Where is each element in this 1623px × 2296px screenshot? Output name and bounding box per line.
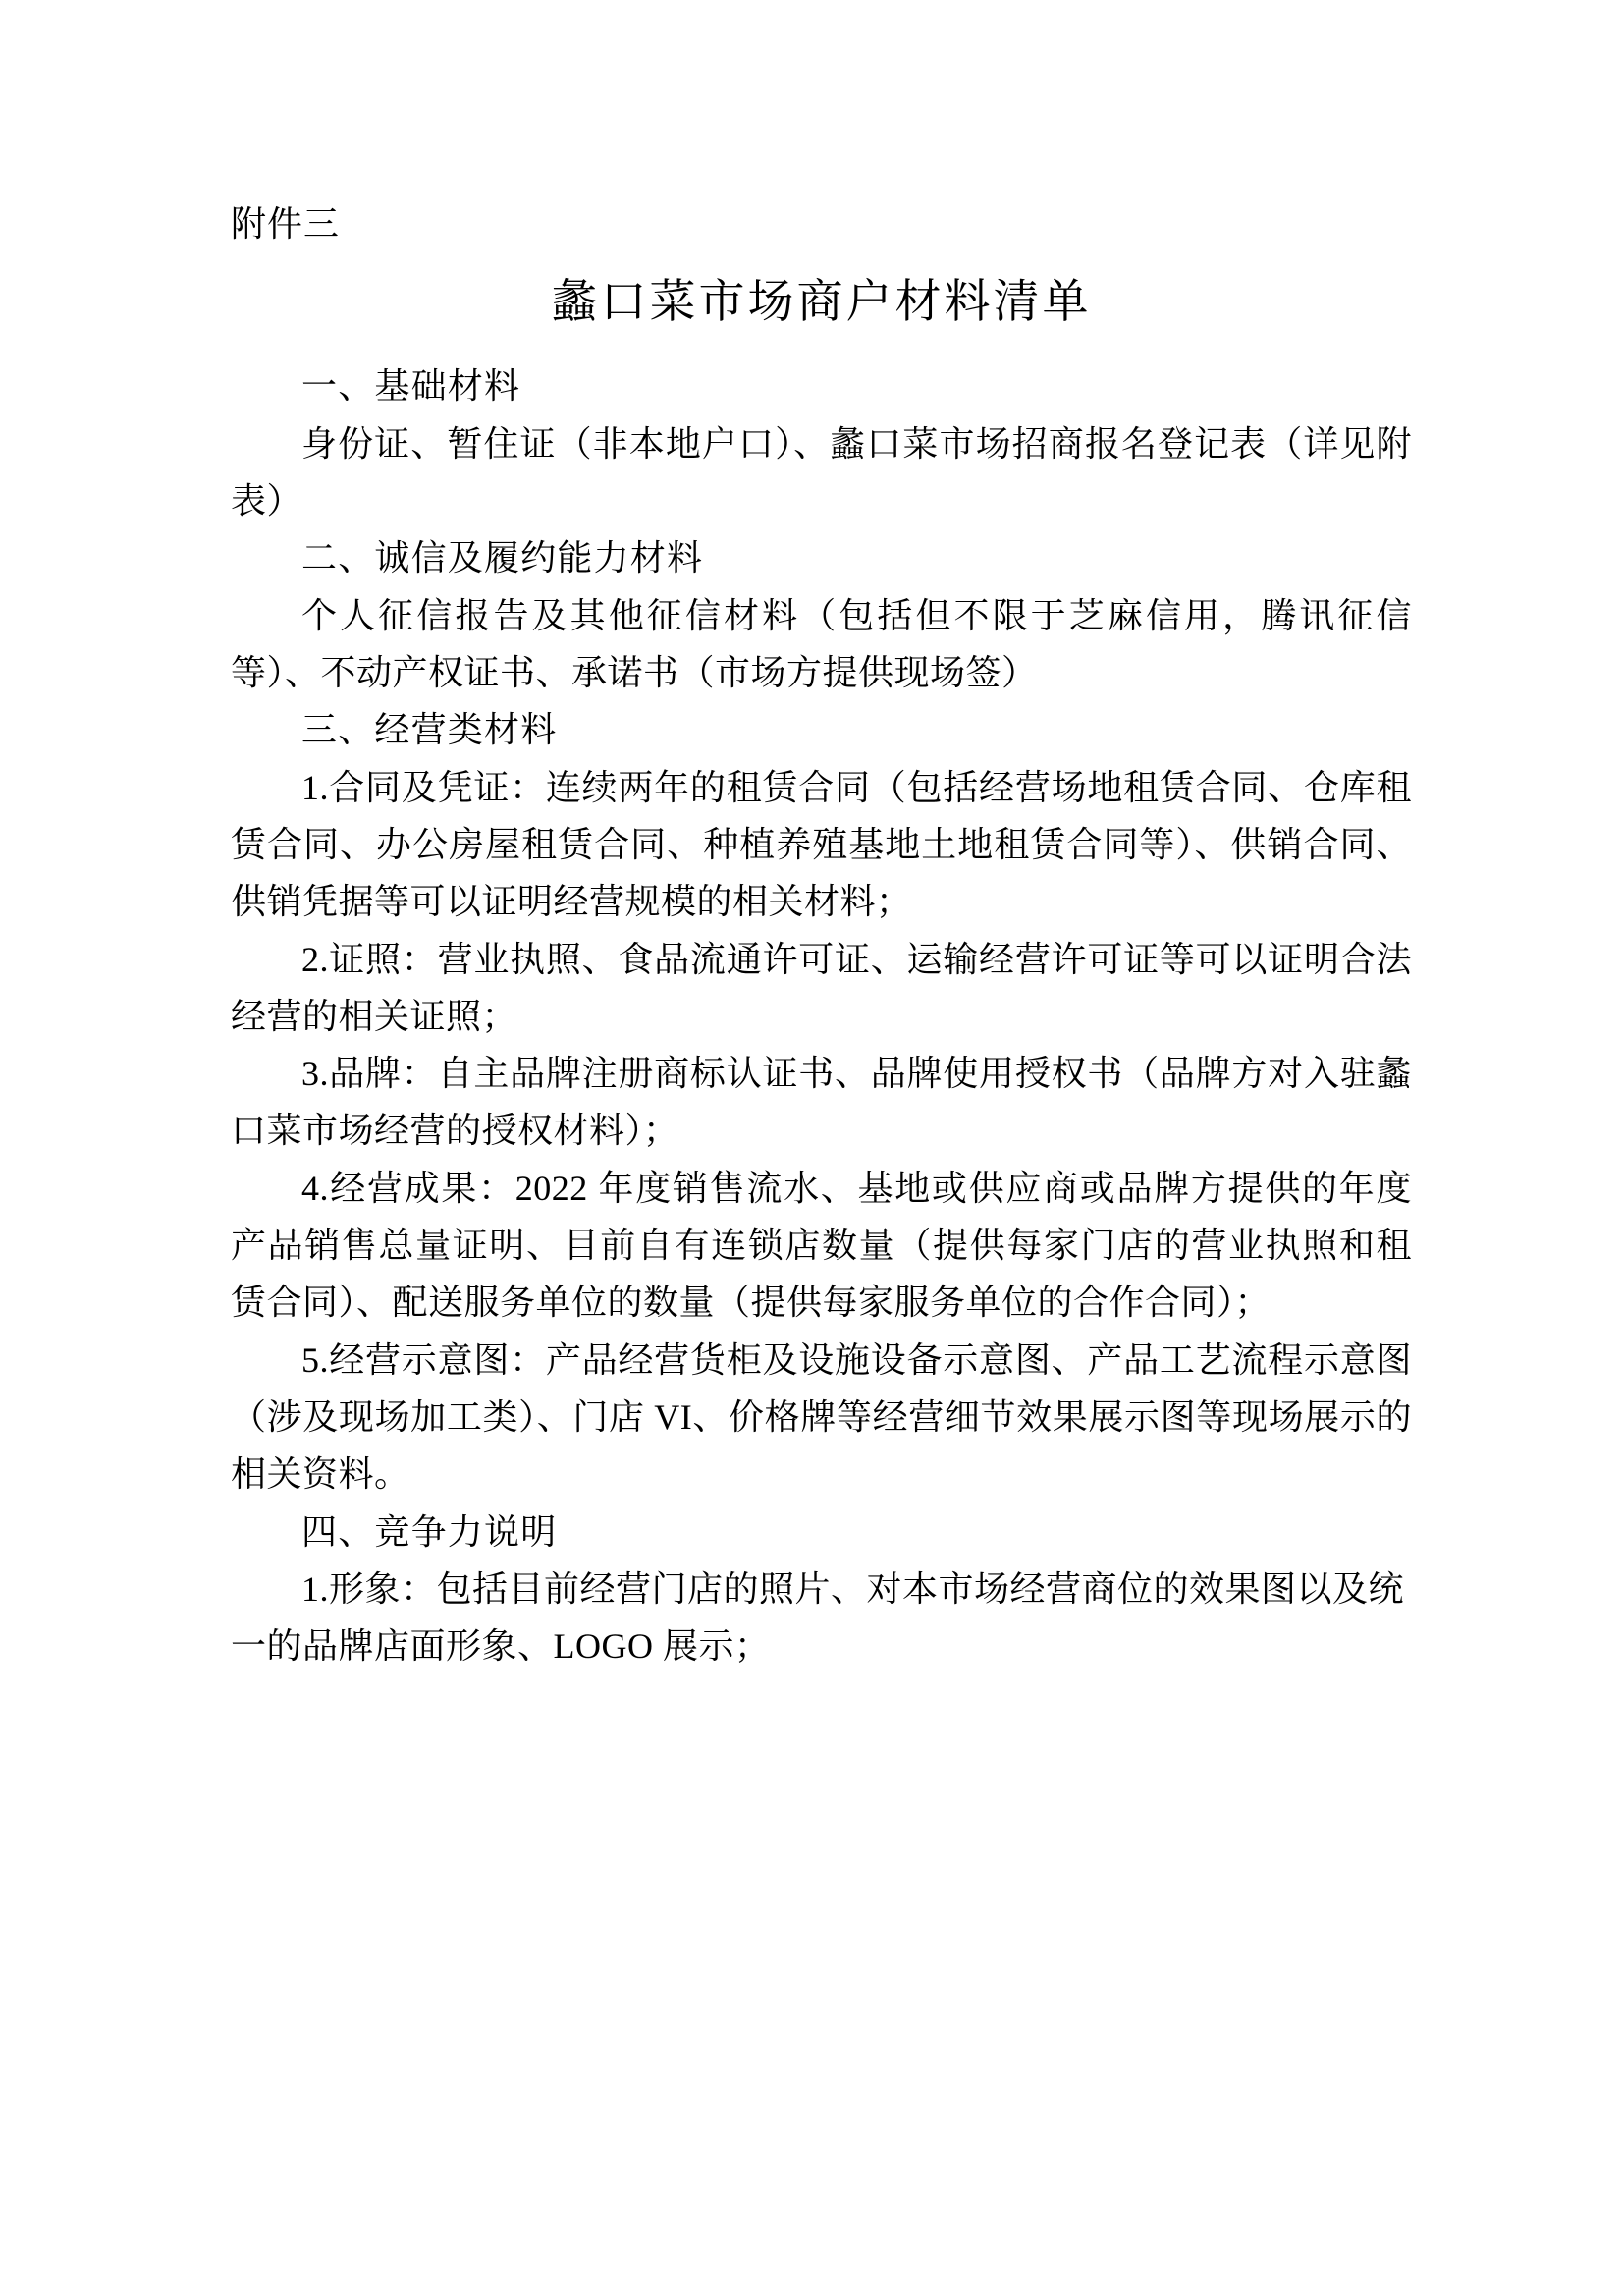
section-3-paragraph-1: 1.合同及凭证：连续两年的租赁合同（包括经营场地租赁合同、仓库租赁合同、办公房屋租赁合同、种植养殖基地土地租赁合同等）、供销合同、供销凭据等可以证明经营规模的相关材料； [231, 767, 1412, 922]
page-title: 蠡口菜市场商户材料清单 [551, 277, 1092, 328]
section-4-paragraph-1: 1.形象：包括目前经营门店的照片、对本市场经营商位的效果图以及统一的品牌店面形象、LOGO 展示； [231, 1568, 1405, 1667]
section-1-paragraph-1: 身份证、暂住证（非本地户口）、蠡口菜市场招商报名登记表（详见附表） [231, 423, 1412, 521]
section-heading-1: 一、基础材料 [301, 366, 521, 407]
section-heading-4: 四、竞争力说明 [301, 1511, 558, 1552]
section-3-paragraph-3: 3.品牌：自主品牌注册商标认证书、品牌使用授权书（品牌方对入驻蠡口菜市场经营的授权材料）； [231, 1054, 1412, 1151]
section-heading-3: 三、经营类材料 [301, 710, 558, 750]
section-heading-2: 二、诚信及履约能力材料 [301, 538, 704, 578]
section-3-paragraph-4: 4.经营成果：2022 年度销售流水、基地或供应商或品牌方提供的年度产品销售总量证明、目前自有连锁店数量（提供每家门店的营业执照和租赁合同）、配送服务单位的数量（提供每家服务单位的合作合同）； [231, 1168, 1412, 1323]
attachment-label: 附件三 [231, 204, 341, 244]
section-3-paragraph-5: 5.经营示意图：产品经营货柜及设施设备示意图、产品工艺流程示意图（涉及现场加工类）、门店 VI、价格牌等经营细节效果展示图等现场展示的相关资料。 [231, 1339, 1412, 1495]
section-3-paragraph-2: 2.证照：营业执照、食品流通许可证、运输经营许可证等可以证明合法经营的相关证照； [231, 939, 1412, 1036]
section-2-paragraph-1: 个人征信报告及其他征信材料（包括但不限于芝麻信用，腾讯征信等）、不动产权证书、承诺书（市场方提供现场签） [231, 595, 1412, 692]
